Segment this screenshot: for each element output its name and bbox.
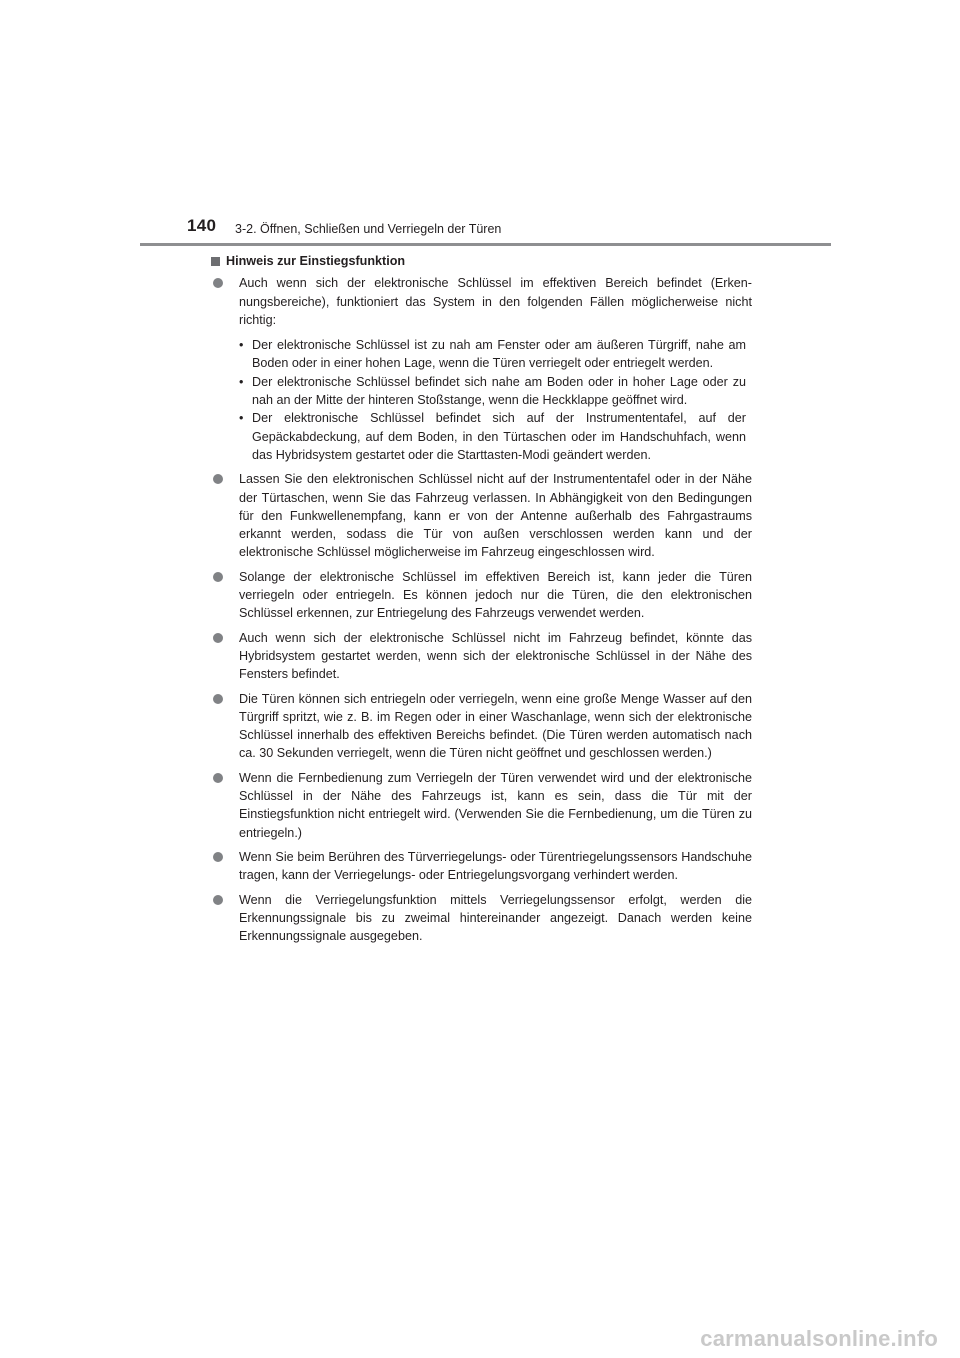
sub-list-item bbox=[239, 373, 746, 410]
square-bullet-icon bbox=[211, 257, 220, 266]
item-text: Die Türen können sich entriegeln oder verriegeln, wenn eine große Menge Wasser auf den Türgriff spritzt, wie z. B. im Regen oder in einer Waschanlage, wenn sich der elektronische Schlüssel innerhalb des effektiven Bereichs befindet. (Die Türen werden automatisch nach ca. 30 Sekunden verriegelt, wenn die Türen nicht geöffnet und geschlossen werden.) bbox=[239, 691, 752, 761]
item-text: Auch wenn sich der elektronische Schlüssel im effektiven Bereich befindet (Erkennungsbereiche), funktioniert das System in den folgenden Fällen möglicherweise nicht richtig: bbox=[239, 276, 752, 327]
item-text: Solange der elektronische Schlüssel im effektiven Bereich ist, kann jeder die Türen verriegeln oder entriegeln. Es können jedoch nur die Türen, die den elektronischen Schlüssel erkennen, zur Entriegelung des Fahrzeugs verwendet werden. bbox=[239, 569, 752, 621]
circle-bullet-icon bbox=[213, 895, 223, 905]
sub-list-item bbox=[239, 409, 746, 464]
sub-item-text: Der elektronische Schlüssel befindet sich auf der Instrumententafel, auf der Gepäckabdeckung, auf dem Boden, in den Türtaschen oder im Handschuhfach, wenn das Hybridsystem gestartet oder die Starttasten-Modi geändert werden. bbox=[252, 411, 746, 462]
item-text: Lassen Sie den elektronischen Schlüssel nicht auf der Instrumententafel oder in der Nähe der Türtaschen, wenn Sie das Fahrzeug verlassen. In Abhängigkeit von den Bedingungen für den Funkwellenempfang, kann er von der Antenne außerhalb des Fahrgastraums erkannt werden, sodass die Tür von außen verschlossen werden kann und der elektronische Schlüssel möglicherweise im Fahrzeug eingeschlossen wird. bbox=[239, 472, 752, 560]
header-rule bbox=[140, 243, 831, 246]
section-heading bbox=[211, 252, 752, 270]
list-item bbox=[211, 891, 752, 946]
sub-list-item bbox=[239, 336, 746, 373]
circle-bullet-icon bbox=[213, 633, 223, 643]
sub-bullet: • bbox=[239, 338, 244, 353]
list-item bbox=[211, 848, 752, 885]
item-text: Wenn die Fernbedienung zum Verriegeln der Türen verwendet wird und der elektronische Schlüssel in der Nähe des Fahrzeugs ist, kann es sein, dass die Tür mit der Einstiegsfunktion nicht entriegelt wird. (Verwenden Sie die Fernbedienung, um die Türen zu entriegeln.) bbox=[239, 770, 752, 840]
circle-bullet-icon bbox=[213, 852, 223, 862]
sub-list bbox=[239, 336, 752, 464]
circle-bullet-icon bbox=[213, 278, 223, 288]
circle-bullet-icon bbox=[213, 474, 223, 484]
content-area bbox=[211, 252, 752, 951]
item-text: Auch wenn sich der elektronische Schlüssel nicht im Fahrzeug befindet, könnte das Hybridsystem gestartet werden, wenn sich der elektronische Schlüssel in der Nähe des Fensters befindet. bbox=[239, 630, 752, 682]
page-number: 140 bbox=[187, 216, 217, 235]
list-item bbox=[211, 690, 752, 763]
list-item bbox=[211, 629, 752, 684]
sub-bullet: • bbox=[239, 374, 244, 389]
sub-item-text: Der elektronische Schlüssel ist zu nah am Fenster oder am äußeren Türgriff, nahe am Boden oder in einer hohen Lage, wenn die Türen verriegelt oder entriegelt werden. bbox=[252, 338, 746, 371]
circle-bullet-icon bbox=[213, 572, 223, 582]
list-item bbox=[211, 470, 752, 561]
list-item bbox=[211, 769, 752, 842]
list-item bbox=[211, 274, 752, 464]
section-title: 3-2. Öffnen, Schließen und Verriegeln der Türen bbox=[235, 222, 502, 236]
item-text: Wenn Sie beim Berühren des Türverriegelungs- oder Türentriegelungssensors Handschuhe tragen, kann der Verriegelungs- oder Entriegelungsvorgang verhindert werden. bbox=[239, 849, 752, 883]
item-text: Wenn die Verriegelungsfunktion mittels Verriegelungssensor erfolgt, werden die Erkennungssignale bis zu zweimal hintereinander angezeigt. Danach werden keine Erkennungssignale ausgegeben. bbox=[239, 892, 752, 944]
sub-bullet: • bbox=[239, 411, 244, 426]
heading-text: Hinweis zur Einstiegsfunktion bbox=[226, 254, 406, 268]
circle-bullet-icon bbox=[213, 773, 223, 783]
sub-item-text: Der elektronische Schlüssel befindet sich nahe am Boden oder in hoher Lage oder zu nah an der Mitte der hinteren Stoßstange, wenn die Heckklappe geöffnet wird. bbox=[252, 374, 746, 408]
circle-bullet-icon bbox=[213, 694, 223, 704]
list-item bbox=[211, 568, 752, 623]
watermark-link[interactable]: carmanualsonline.info bbox=[700, 1326, 938, 1351]
